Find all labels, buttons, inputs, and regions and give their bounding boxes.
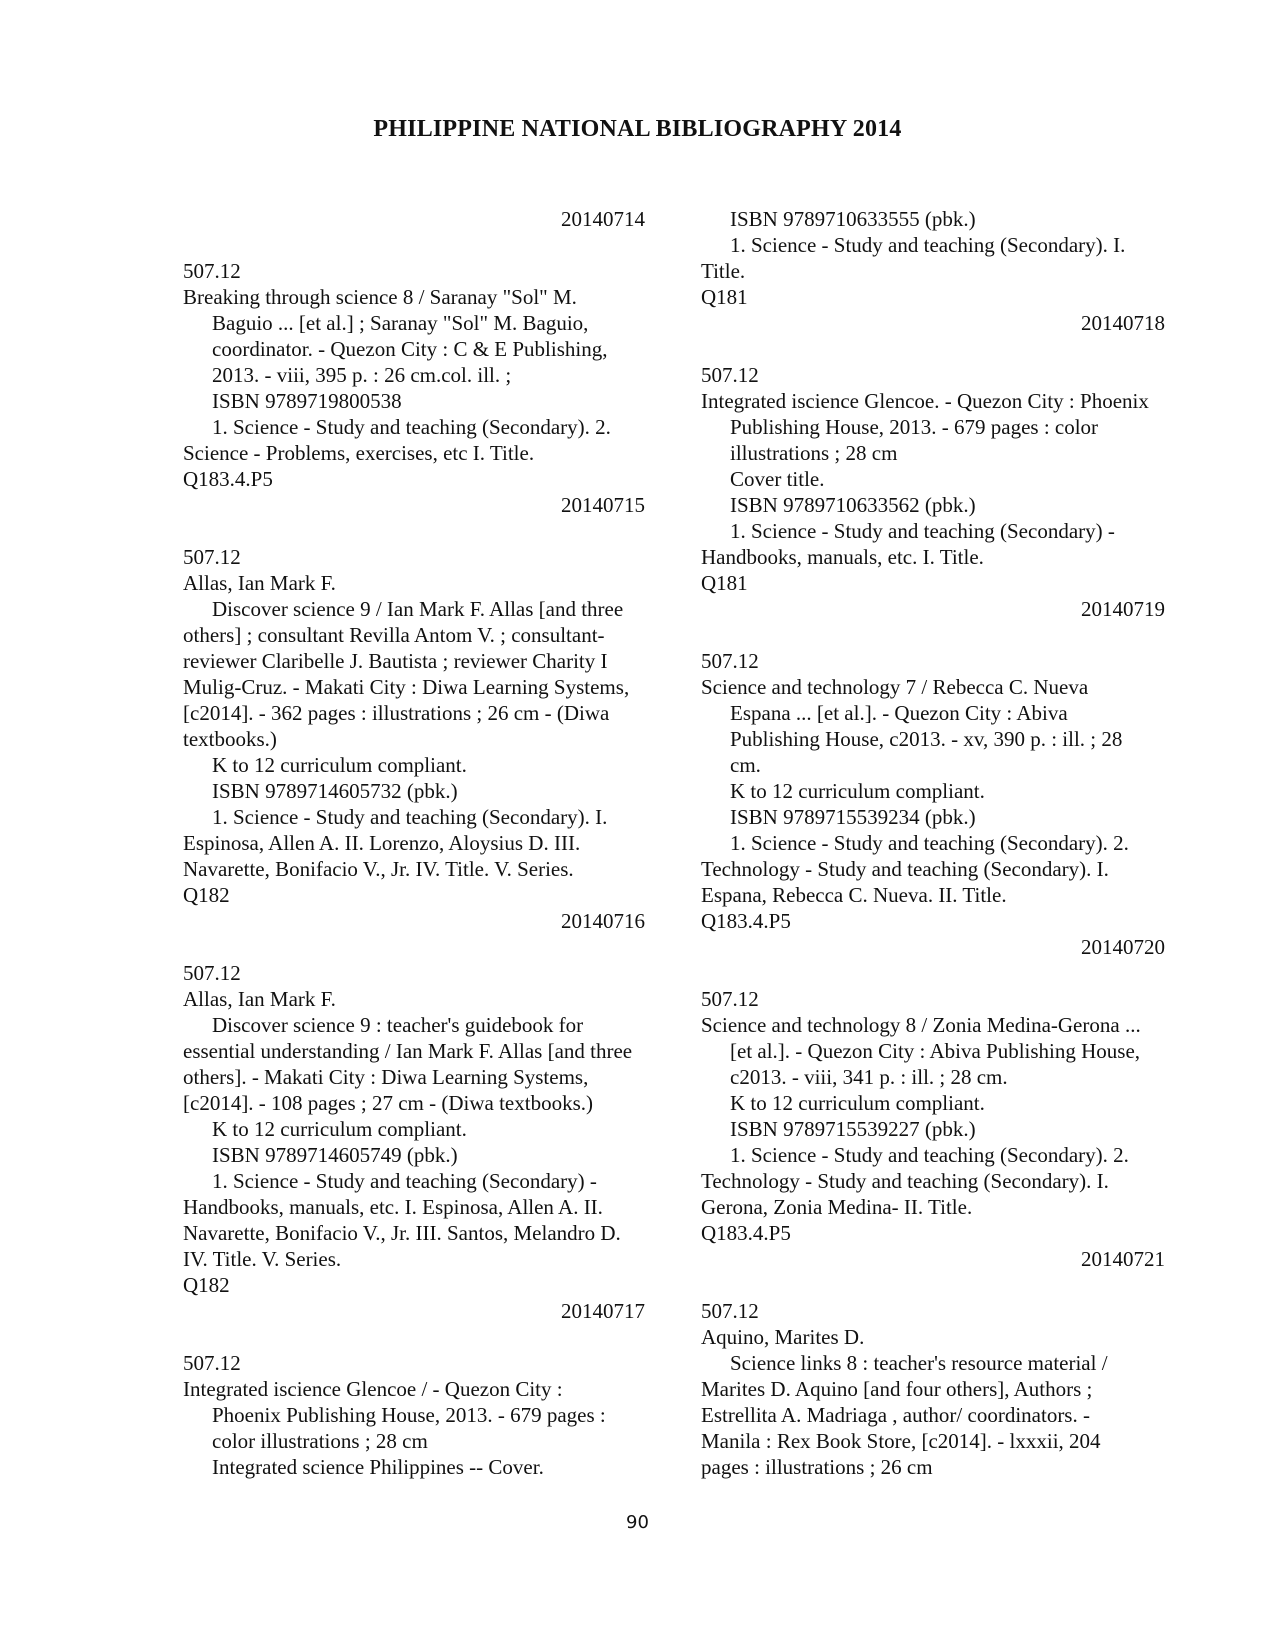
entry-line: others] ; consultant Revilla Antom V. ; consultant- [183,623,605,647]
entry-line: others]. - Makati City : Diwa Learning Systems, [183,1065,589,1089]
classification-number: 507.12 [701,987,759,1011]
entry-line: Handbooks, manuals, etc. I. Espinosa, Allen A. II. [183,1195,603,1219]
entry-line: 2013. - viii, 395 p. : 26 cm.col. ill. ; [212,363,512,387]
spacer [701,336,1171,362]
entry-line: Navarette, Bonifacio V., Jr. IV. Title. V. Series. [183,857,574,881]
entry-line: Espana, Rebecca C. Nueva. II. Title. [701,883,1007,907]
spacer [183,934,653,960]
entry-line: ISBN 9789719800538 [212,389,402,413]
entry-line: 1. Science - Study and teaching (Secondary). 2. [212,415,611,439]
entry-line: color illustrations ; 28 cm [212,1429,428,1453]
spacer [183,518,653,544]
entry-line: Technology - Study and teaching (Secondary). I. [701,857,1109,881]
classification-number: 507.12 [701,649,759,673]
entry-line: Discover science 9 / Ian Mark F. Allas [and three [212,597,624,621]
entry-line: pages : illustrations ; 26 cm [701,1455,933,1479]
entry-line: 1. Science - Study and teaching (Secondary) - [730,519,1115,543]
entry-line: Handbooks, manuals, etc. I. Title. [701,545,984,569]
entry-line: cm. [730,753,761,777]
entry-line: Manila : Rex Book Store, [c2014]. - lxxxii, 204 [701,1429,1101,1453]
entry-line: 1. Science - Study and teaching (Secondary). I. [212,805,608,829]
classification-number: 507.12 [183,1351,241,1375]
entry-line: Integrated iscience Glencoe / - Quezon City : [183,1377,563,1401]
entry-line: 1. Science - Study and teaching (Secondary). 2. [730,831,1129,855]
call-number: Q182 [183,883,230,907]
call-number: Q183.4.P5 [701,909,791,933]
call-number: Q181 [701,571,748,595]
entry-line: K to 12 curriculum compliant. [730,1091,985,1115]
classification-number: 507.12 [183,545,241,569]
entry-line: Title. [701,259,746,283]
entry-line: 1. Science - Study and teaching (Secondary) - [212,1169,597,1193]
entry-line: Publishing House, 2013. - 679 pages : color [730,415,1099,439]
entry-line: Integrated science Philippines -- Cover. [212,1455,544,1479]
record-date: 20140718 [1081,311,1165,335]
entry-line: Science - Problems, exercises, etc I. Title. [183,441,535,465]
entry-line: c2013. - viii, 341 p. : ill. ; 28 cm. [730,1065,1008,1089]
spacer [183,232,653,258]
spacer [183,1324,653,1350]
left-column [183,206,653,1480]
entry-line: textbooks.) [183,727,277,751]
page-title: PHILIPPINE NATIONAL BIBLIOGRAPHY 2014 [373,116,902,142]
entry-line: illustrations ; 28 cm [730,441,898,465]
entry-line: Science and technology 8 / Zonia Medina-Gerona ... [701,1013,1141,1037]
record-date: 20140720 [1081,935,1165,959]
entry-line: reviewer Claribelle J. Bautista ; reviewer Charity I [183,649,608,673]
call-number: Q183.4.P5 [183,467,273,491]
entry-line: Gerona, Zonia Medina- II. Title. [701,1195,973,1219]
right-column [701,206,1171,1480]
entry-line: ISBN 9789715539234 (pbk.) [730,805,976,829]
call-number: Q181 [701,285,748,309]
record-date: 20140714 [561,207,645,231]
entry-line: ISBN 9789715539227 (pbk.) [730,1117,976,1141]
classification-number: 507.12 [701,363,759,387]
entry-line: ISBN 9789710633555 (pbk.) [730,207,976,231]
entry-line: Allas, Ian Mark F. [183,571,336,595]
entry-line: Breaking through science 8 / Saranay "Sol" M. [183,285,577,309]
entry-line: Aquino, Marites D. [701,1325,865,1349]
classification-number: 507.12 [701,1299,759,1323]
entry-line: Science and technology 7 / Rebecca C. Nueva [701,675,1089,699]
entry-line: [c2014]. - 362 pages : illustrations ; 26 cm - (Diwa [183,701,610,725]
entry-line: ISBN 9789714605732 (pbk.) [212,779,458,803]
entry-line: Espana ... [et al.]. - Quezon City : Abiva [730,701,1068,725]
record-date: 20140721 [1081,1247,1165,1271]
classification-number: 507.12 [183,259,241,283]
entry-line: Marites D. Aquino [and four others], Authors ; [701,1377,1093,1401]
entry-line: Integrated iscience Glencoe. - Quezon City : Phoenix [701,389,1149,413]
record-date: 20140717 [561,1299,645,1323]
entry-line: ISBN 9789710633562 (pbk.) [730,493,976,517]
entry-line: Estrellita A. Madriaga , author/ coordinators. - [701,1403,1090,1427]
entry-line: K to 12 curriculum compliant. [212,1117,467,1141]
entry-line: coordinator. - Quezon City : C & E Publishing, [212,337,608,361]
page-number: 90 [626,1512,649,1533]
spacer [701,622,1171,648]
entry-line: Allas, Ian Mark F. [183,987,336,1011]
entry-line: Phoenix Publishing House, 2013. - 679 pages : [212,1403,606,1427]
entry-line: IV. Title. V. Series. [183,1247,342,1271]
entry-line: Navarette, Bonifacio V., Jr. III. Santos, Melandro D. [183,1221,621,1245]
entry-line: Baguio ... [et al.] ; Saranay "Sol" M. Baguio, [212,311,589,335]
spacer [701,960,1171,986]
record-date: 20140715 [561,493,645,517]
entry-line: [c2014]. - 108 pages ; 27 cm - (Diwa textbooks.) [183,1091,593,1115]
entry-line: Science links 8 : teacher's resource material / [730,1351,1108,1375]
entry-line: K to 12 curriculum compliant. [730,779,985,803]
classification-number: 507.12 [183,961,241,985]
record-date: 20140716 [561,909,645,933]
entry-line: essential understanding / Ian Mark F. Allas [and three [183,1039,633,1063]
spacer [701,1272,1171,1298]
call-number: Q183.4.P5 [701,1221,791,1245]
entry-line: 1. Science - Study and teaching (Secondary). I. [730,233,1126,257]
entry-line: Discover science 9 : teacher's guidebook for [212,1013,584,1037]
entry-line: 1. Science - Study and teaching (Secondary). 2. [730,1143,1129,1167]
record-date: 20140719 [1081,597,1165,621]
entry-line: Cover title. [730,467,825,491]
entry-line: Technology - Study and teaching (Secondary). I. [701,1169,1109,1193]
call-number: Q182 [183,1273,230,1297]
entry-line: [et al.]. - Quezon City : Abiva Publishing House, [730,1039,1141,1063]
entry-line: Publishing House, c2013. - xv, 390 p. : ill. ; 28 [730,727,1123,751]
entry-line: ISBN 9789714605749 (pbk.) [212,1143,458,1167]
entry-line: Espinosa, Allen A. II. Lorenzo, Aloysius D. III. [183,831,581,855]
entry-line: Mulig-Cruz. - Makati City : Diwa Learning Systems, [183,675,630,699]
entry-line: K to 12 curriculum compliant. [212,753,467,777]
